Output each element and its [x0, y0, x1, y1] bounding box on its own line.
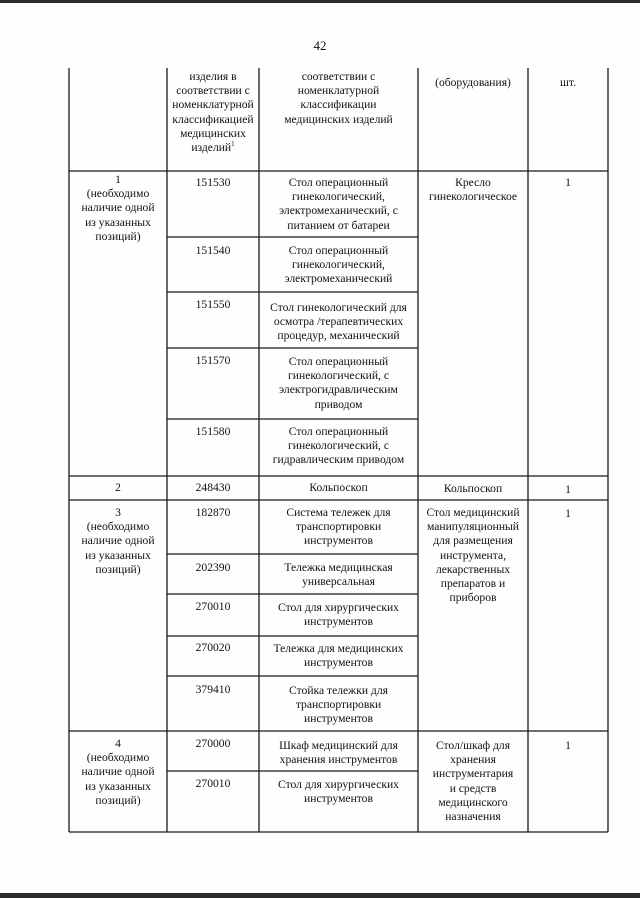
text-line: транспортировки [295, 520, 382, 534]
text-line: (необходимо [86, 751, 150, 765]
header-text-line: медицинских [180, 126, 246, 140]
equipment-name [418, 482, 528, 496]
text-line: Стол для хирургических [278, 601, 399, 614]
text-line: Система тележек для [286, 506, 391, 519]
text-line: инструментов [304, 712, 373, 726]
text-line: гинекологический, с [288, 369, 389, 383]
text-line: Тележка медицинская [284, 561, 393, 574]
text-line: Кресло [455, 176, 491, 189]
header-text-line: соответствии с [176, 84, 250, 98]
quantity: 1 [565, 176, 571, 189]
text-line: приборов [449, 591, 497, 605]
equipment-name [418, 739, 528, 824]
text-line: транспортировки [295, 698, 382, 712]
text-line: (необходимо [86, 187, 150, 201]
text-line: позиций) [95, 229, 141, 243]
item-code: 151550 [195, 298, 231, 311]
equipment-name [418, 176, 528, 204]
quantity: 1 [565, 483, 571, 496]
text-line: из указанных [85, 215, 151, 229]
text-line: позиций) [95, 793, 141, 807]
text-line: наличие одной [81, 765, 155, 779]
item-name [259, 301, 418, 344]
item-code: 248430 [195, 481, 231, 494]
group-number [69, 737, 167, 808]
item-name [259, 778, 418, 806]
text-line: инструментария [432, 767, 514, 781]
page-number: 42 [313, 38, 327, 53]
item-code: 151530 [195, 176, 231, 189]
text-line: Стол/шкаф для [435, 739, 511, 752]
item-name [259, 561, 418, 589]
item-name [259, 176, 418, 233]
header-text-line: номенклатурной [172, 98, 254, 112]
text-line: гидравлическим приводом [272, 453, 405, 467]
text-line: Стол медицинский [426, 506, 520, 519]
text-line: наличие одной [81, 534, 155, 548]
header-quantity [528, 76, 608, 90]
header-text-line: медицинских изделий [284, 112, 393, 126]
text-line: Кольпоскоп [309, 481, 368, 494]
text-line: Шкаф медицинский для [279, 739, 398, 752]
text-line: гинекологическое [428, 190, 518, 204]
quantity: 1 [565, 739, 571, 752]
group-number [69, 173, 167, 244]
item-code: 182870 [195, 506, 231, 519]
header-text-line [167, 141, 259, 155]
text-line: Стол для хирургических [278, 778, 399, 791]
text-line: Стол гинекологический для [270, 301, 407, 314]
item-code: 270020 [195, 641, 231, 654]
text-line: хранения [450, 753, 496, 767]
header-device-name [259, 70, 418, 127]
text-line: манипуляционный [426, 520, 520, 534]
text-line: наличие одной [81, 201, 155, 215]
item-code: 270000 [195, 737, 231, 750]
header-text-line: классификации [300, 98, 377, 112]
text-line: гинекологический, с [288, 439, 389, 453]
text-line: универсальная [302, 575, 375, 589]
text-line: хранения инструментов [279, 753, 398, 767]
text-line: 3 [115, 506, 121, 519]
text-line: Стол операционный [288, 355, 389, 368]
item-code: 202390 [195, 561, 231, 574]
text-line: инструментов [304, 615, 373, 629]
item-name [259, 425, 418, 468]
footnote-marker: 1 [231, 140, 235, 149]
item-name [259, 739, 418, 767]
item-code: 151540 [195, 244, 231, 257]
item-code: 151580 [195, 425, 231, 438]
equipment-name [418, 506, 528, 605]
text-line: лекарственных [435, 562, 511, 576]
group-number [69, 506, 167, 577]
item-code: 151570 [195, 354, 231, 367]
header-text-line: изделия в [189, 70, 237, 83]
text-line: электромеханический, с [279, 204, 398, 218]
text-line: Стол операционный [288, 176, 389, 189]
header-text-line: (оборудования) [435, 76, 511, 89]
text-line: приводом [314, 397, 363, 411]
text-line: назначения [445, 810, 501, 824]
text-line: гинекологический, [292, 258, 385, 272]
header-text: изделий [191, 141, 232, 155]
item-name [259, 601, 418, 629]
text-line: для размещения [433, 534, 513, 548]
text-line: из указанных [85, 779, 151, 793]
scan-border-bottom [0, 893, 640, 898]
item-name [259, 642, 418, 670]
text-line: и средств [449, 781, 497, 795]
text-line: процедур, механический [277, 329, 400, 343]
item-code: 270010 [195, 777, 231, 790]
item-name [259, 481, 418, 495]
text-line: Стол операционный [288, 244, 389, 257]
text-line: препаратов и [440, 577, 506, 591]
text-line: из указанных [85, 548, 151, 562]
header-text-line: шт. [559, 76, 577, 89]
header-text-line: соответствии с [301, 70, 376, 83]
text-line: Тележка для медицинских [273, 642, 404, 655]
header-equipment [418, 76, 528, 90]
text-line: инструментов [304, 656, 373, 670]
header-medical-device-type [167, 70, 259, 155]
text-line: инструментов [304, 534, 373, 548]
text-line: 4 [115, 737, 121, 750]
text-line: Кольпоскоп [443, 482, 503, 495]
item-name [259, 506, 418, 549]
item-name [259, 355, 418, 412]
header-text-line: номенклатурной [297, 84, 380, 98]
text-line: 1 [115, 173, 121, 186]
text-line: гинекологический, [292, 190, 385, 204]
group-number: 2 [115, 481, 121, 494]
text-line: инструментов [304, 792, 373, 806]
text-line: осмотра /терапевтических [273, 315, 404, 329]
text-line: питанием от батареи [287, 218, 390, 232]
text-line: позиций) [95, 562, 141, 576]
item-code: 379410 [195, 683, 231, 696]
item-name [259, 244, 418, 287]
text-line: Стойка тележки для [289, 684, 388, 697]
header-text-line: классификацией [172, 112, 254, 126]
text-line: инструмента, [440, 548, 506, 562]
text-line: (необходимо [86, 520, 150, 534]
text-line: электрогидравлическим [279, 383, 398, 397]
quantity: 1 [565, 507, 571, 520]
text-line: электромеханический [284, 272, 393, 286]
item-code: 270010 [195, 600, 231, 613]
text-line: медицинского [438, 795, 508, 809]
item-name [259, 684, 418, 727]
text-line: Стол операционный [288, 425, 389, 438]
